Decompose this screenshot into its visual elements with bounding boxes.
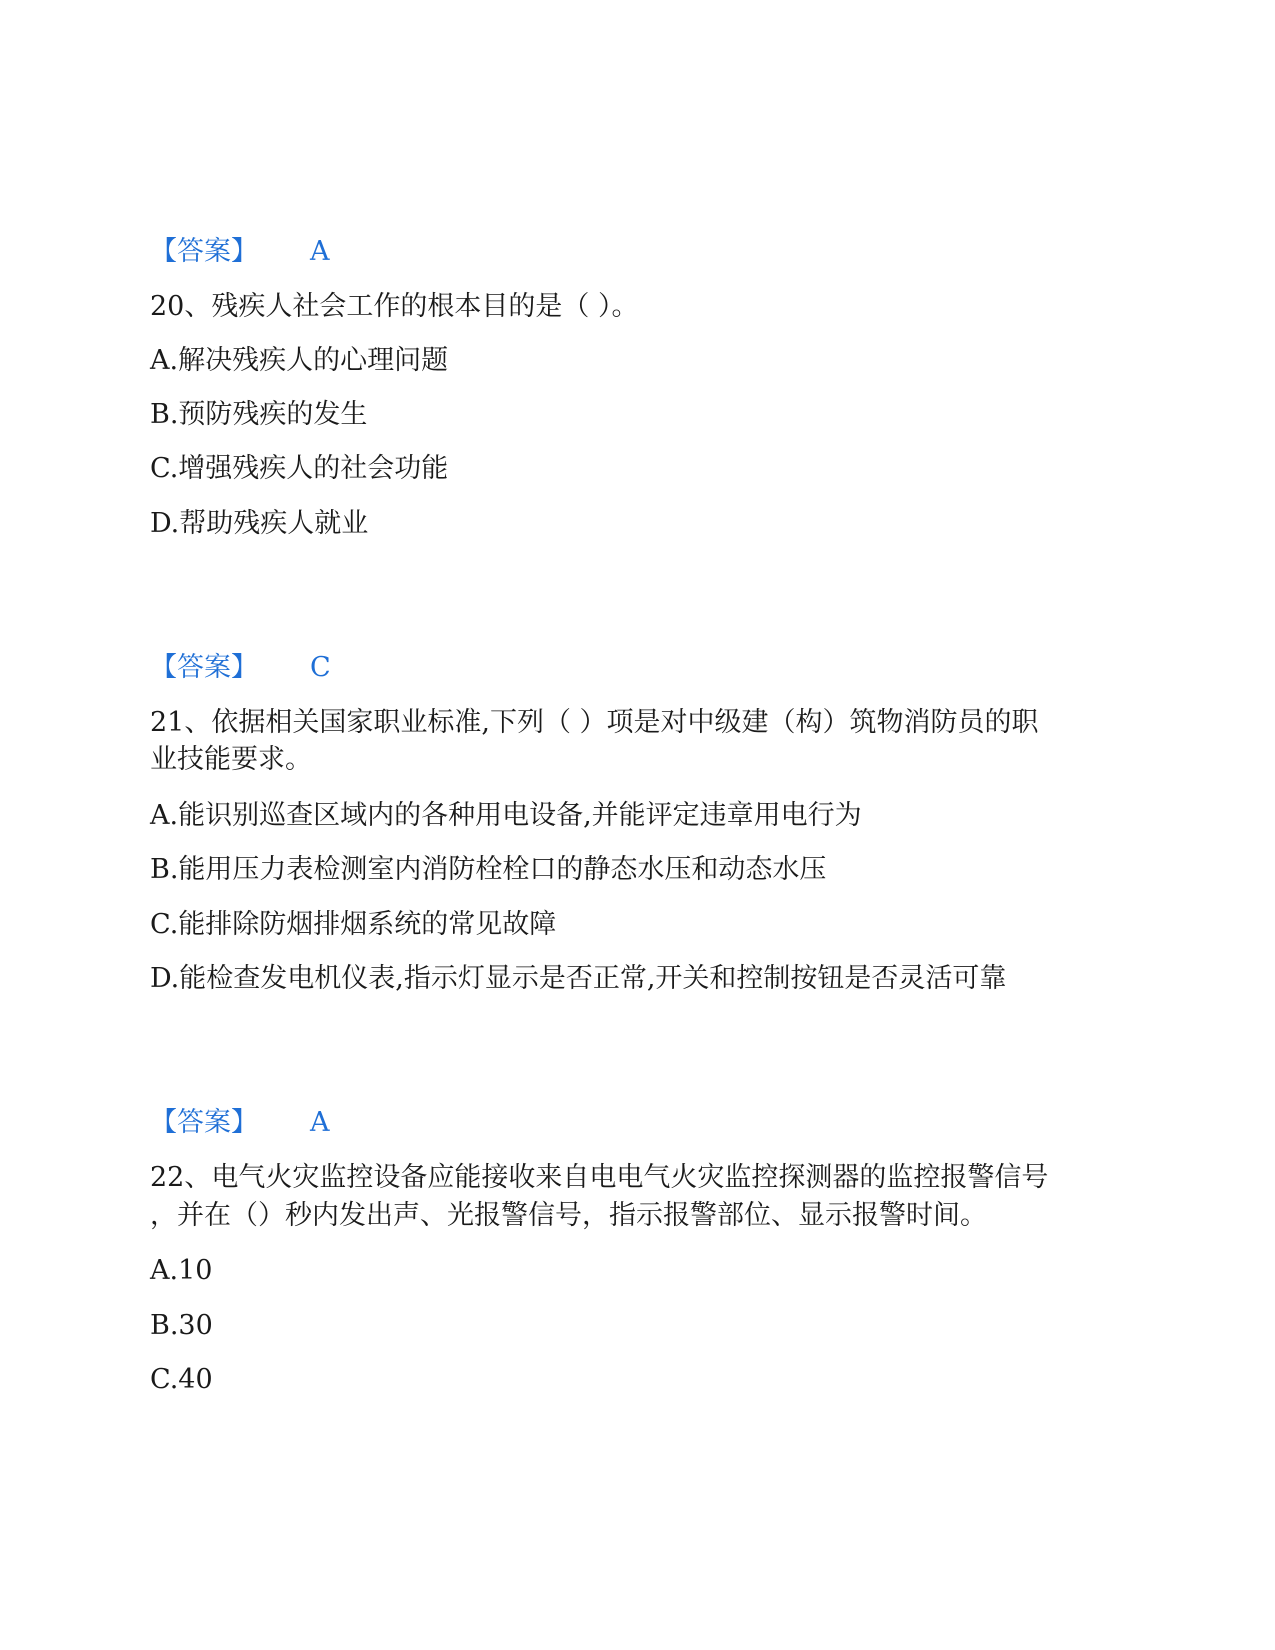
question-text-line-1: 21、依据相关国家职业标准,下列（ ）项是对中级建（构）筑物消防员的职 [150, 707, 1039, 738]
option-c: C.40 [150, 1364, 213, 1395]
option-a: A.能识别巡查区域内的各种用电设备,并能评定违章用电行为 [150, 800, 862, 831]
answer-value: C [310, 652, 331, 683]
answer-value: A [310, 236, 330, 267]
option-b: B.能用压力表检测室内消防栓栓口的静态水压和动态水压 [150, 854, 827, 885]
option-c: C.增强残疾人的社会功能 [150, 453, 449, 484]
option-a: A.解决残疾人的心理问题 [150, 345, 449, 376]
question-text: 20、残疾人社会工作的根本目的是（ ）。 [150, 291, 639, 322]
answer-value: A [310, 1107, 330, 1138]
answer-row [150, 235, 330, 269]
answer-label: 【答案】 [150, 236, 258, 267]
option-a: A.10 [150, 1255, 213, 1286]
answer-label: 【答案】 [150, 1107, 258, 1138]
option-d: D.能检查发电机仪表,指示灯显示是否正常,开关和控制按钮是否灵活可靠 [150, 963, 1007, 994]
option-b: B.30 [150, 1310, 213, 1341]
answer-label: 【答案】 [150, 652, 258, 683]
option-c: C.能排除防烟排烟系统的常见故障 [150, 909, 557, 940]
option-d: D.帮助残疾人就业 [150, 508, 369, 539]
option-b: B.预防残疾的发生 [150, 399, 368, 430]
question-text-line-2: 业技能要求。 [150, 744, 312, 775]
question-text-line-1: 22、电气火灾监控设备应能接收来自电电气火灾监控探测器的监控报警信号 [150, 1162, 1049, 1193]
answer-row [150, 651, 331, 685]
answer-row [150, 1106, 330, 1140]
question-text-line-2: ，并在（）秒内发出声、光报警信号，指示报警部位、显示报警时间。 [150, 1200, 987, 1231]
